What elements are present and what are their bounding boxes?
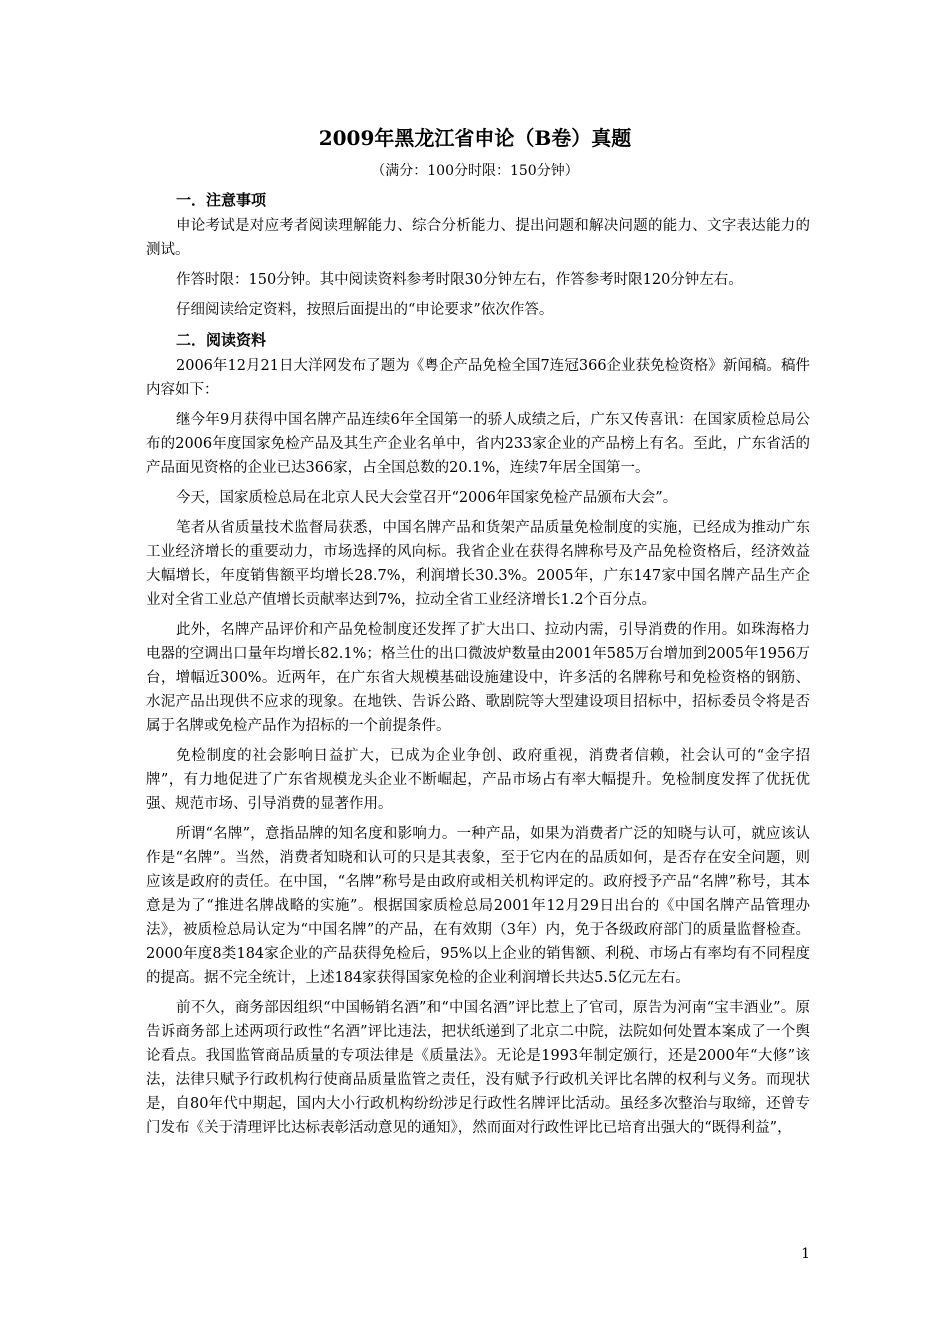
document-subtitle: （满分：100分时限：150分钟）: [371, 163, 579, 179]
paragraph: 所谓“名牌”，意指品牌的知名度和影响力。一种产品，如果为消费者广泛的知晓与认可，就应该认作是“名牌”。当然，消费者知晓和认可的只是其表象，至于它内在的品质如何，是否存在安全问题，则应该是政府的责任。在中国，“名牌”称号是由政府或相关机构评定的。政府授予产品“名牌”称号，其本意是为了“推进名牌战略的实施”。根据国家质检总局2001年12月29日出台的《中国名牌产品管理办法》，被质检总局认定为“中国名牌”的产品，在有效期（3年）内，免于各级政府部门的质量监督检查。2000年度8类184家企业的产品获得免检后，95%以上企业的销售额、利税、市场占有率均有不同程度的提高。据不完全统计，上述184家获得国家免检的企业利润增长共达5.5亿元左右。: [146, 826, 810, 986]
section-heading-reading-materials: 二．阅读资料: [176, 331, 267, 349]
paragraph: 申论考试是对应考者阅读理解能力、综合分析能力、提出问题和解决问题的能力、文字表达能力的测试。: [146, 218, 810, 258]
document-body: [146, 186, 810, 1146]
document-title: 2009年黑龙江省申论（B卷）真题: [318, 126, 632, 150]
paragraph: 此外，名牌产品评价和产品免检制度还发挥了扩大出口、拉动内需，引导消费的作用。如珠海格力电器的空调出口量年均增长82.1%；格兰仕的出口微波炉数量由2001年585万台增加到2005年1956万台，增幅近300%。近两年，在广东省大规模基础设施建设中，许多活的名牌称号和免检资格的钢筋、水泥产品出现供不应求的现象。在地铁、告诉公路、歌剧院等大型建设项目招标中，招标委员令将是否属于名牌或免检产品作为招标的一个前提条件。: [146, 622, 810, 734]
page-number: 1: [801, 1246, 810, 1262]
paragraph: 今天，国家质检总局在北京人民大会堂召开“2006年国家免检产品颁布大会”。: [176, 490, 678, 506]
paragraph: 前不久，商务部因组织“中国畅销名酒”和“中国名酒”评比惹上了官司，原告为河南“宝丰酒业”。原告诉商务部上述两项行政性“名酒”评比违法，把状纸递到了北京二中院，法院如何处置本案成了一个舆论看点。我国监管商品质量的专项法律是《质量法》。无论是1993年制定颁行，还是2000年“大修”该法，法律只赋予行政机构行使商品质量监管之责任，没有赋予行政机关评比名牌的权利与义务。而现状是，自80年代中期起，国内大小行政机构纷纷涉足行政性名牌评比活动。虽经多次整治与取缔，还曾专门发布《关于清理评比达标表彰活动意见的通知》，然而面对行政性评比已培育出强大的“既得利益”，: [146, 1000, 810, 1136]
paragraph: 免检制度的社会影响日益扩大，已成为企业争创、政府重视，消费者信赖，社会认可的“金字招牌”，有力地促进了广东省规模龙头企业不断崛起，产品市场占有率大幅提升。免检制度发挥了优抚优强、规范市场、引导消费的显著作用。: [146, 748, 810, 812]
paragraph: 笔者从省质量技术监督局获悉，中国名牌产品和货架产品质量免检制度的实施，已经成为推动广东工业经济增长的重要动力，市场选择的风向标。我省企业在获得名牌称号及产品免检资格后，经济效益大幅增长，年度销售额平均增长28.7%，利润增长30.3%。2005年，广东147家中国名牌产品生产企业对全省工业总产值增长贡献率达到7%，拉动全省工业经济增长1.2个百分点。: [146, 520, 810, 608]
paragraph: 作答时限：150分钟。其中阅读资料参考时限30分钟左右，作答参考时限120分钟左右。: [176, 272, 743, 288]
paragraph: 2006年12月21日大洋网发布了题为《粤企产品免检全国7连冠366企业获免检资格》新闻稿。稿件内容如下：: [146, 358, 810, 398]
paragraph: 仔细阅读给定资料，按照后面提出的“申论要求”依次作答。: [176, 302, 554, 318]
section-heading-notes: 一．注意事项: [176, 191, 267, 209]
paragraph: 继今年9月获得中国名牌产品连续6年全国第一的骄人成绩之后，广东又传喜讯：在国家质检总局公布的2006年度国家免检产品及其生产企业名单中，省内233家企业的产品榜上有名。至此，广东省活的产品面见资格的企业已达366家，占全国总数的20.1%，连续7年居全国第一。: [146, 412, 810, 476]
